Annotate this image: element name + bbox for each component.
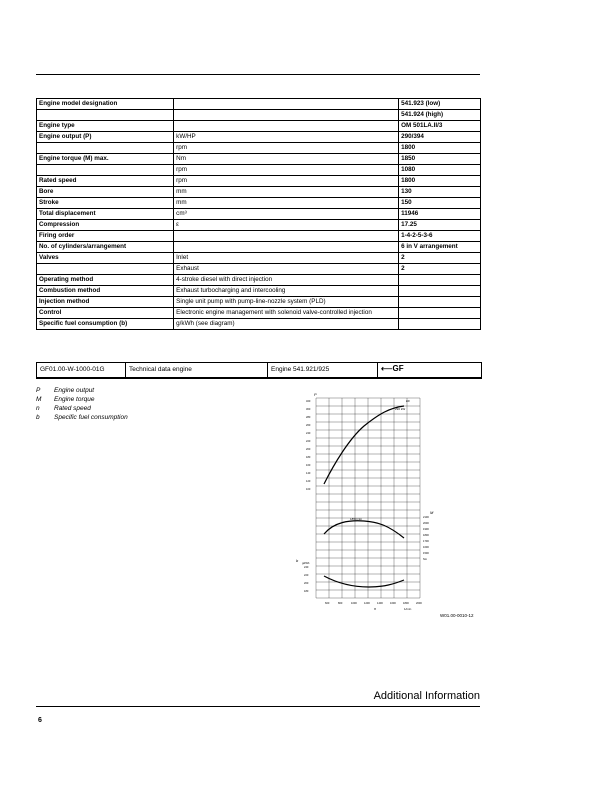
spec-value: 2 (399, 264, 481, 275)
spec-label: No. of cylinders/arrangement (37, 242, 174, 253)
x-tick-label: 1000 (351, 602, 357, 605)
spec-value (399, 319, 481, 330)
spec-value: 1850 (399, 154, 481, 165)
spec-label: Combustion method (37, 286, 174, 297)
spec-row (37, 121, 481, 132)
x-tick-label: 1800 (403, 602, 409, 605)
spec-value: 1800 (399, 143, 481, 154)
p-tick-label: 160 (306, 464, 311, 467)
p-tick-label: 280 (306, 416, 311, 419)
legend-item: b Specific fuel consumption (36, 414, 128, 421)
spec-label (37, 143, 174, 154)
spec-unit (174, 121, 399, 132)
x-tick-label: 600 (325, 602, 330, 605)
spec-row (37, 220, 481, 231)
spec-unit: ε (174, 220, 399, 231)
spec-unit: mm (174, 187, 399, 198)
spec-label: Firing order (37, 231, 174, 242)
spec-value (399, 308, 481, 319)
spec-value: 1800 (399, 176, 481, 187)
spec-row (37, 176, 481, 187)
spec-label: Valves (37, 253, 174, 264)
spec-unit: kW/HP (174, 132, 399, 143)
spec-value: 1-4-2-5-3-6 (399, 231, 481, 242)
spec-value: 541.923 (low) (399, 99, 481, 110)
engine-spec-table (36, 98, 481, 330)
spec-unit (174, 231, 399, 242)
spec-unit: Exhaust turbocharging and intercooling (174, 286, 399, 297)
x-tick-label: 2000 (416, 602, 422, 605)
m-axis-label: M (430, 510, 434, 515)
spec-unit (174, 99, 399, 110)
x-tick-label: 1200 (364, 602, 370, 605)
x-tick-label: 1400 (377, 602, 383, 605)
p-tick-label: 320 (306, 400, 311, 403)
spec-unit (174, 110, 399, 121)
spec-label: Engine torque (M) max. (37, 154, 174, 165)
spec-unit: rpm (174, 165, 399, 176)
spec-unit (174, 242, 399, 253)
torque-curve (324, 521, 404, 538)
spec-value: OM 501LA.II/3 (399, 121, 481, 132)
spec-value (399, 286, 481, 297)
p-tick-label: 120 (306, 480, 311, 483)
spec-value: 290/394 (399, 132, 481, 143)
spec-value: 150 (399, 198, 481, 209)
legend-item: n Rated speed (36, 405, 91, 412)
m-tick-label: 1700 (423, 540, 429, 543)
p-tick-label: 100 (306, 488, 311, 491)
spec-row (37, 264, 481, 275)
spec-value: 11946 (399, 209, 481, 220)
spec-value: 1080 (399, 165, 481, 176)
legend-item: P Engine output (36, 387, 95, 394)
spec-label: Engine output (P) (37, 132, 174, 143)
gf-logo: ⟵GF (381, 364, 404, 373)
spec-value: 6 in V arrangement (399, 242, 481, 253)
spec-label: Operating method (37, 275, 174, 286)
spec-row (37, 319, 481, 330)
spec-label (37, 165, 174, 176)
spec-value (399, 297, 481, 308)
spec-row (37, 231, 481, 242)
spec-unit: Exhaust (174, 264, 399, 275)
spec-unit: Electronic engine management with solenoid valve-controlled injection (174, 308, 399, 319)
x-tick-label: 800 (338, 602, 343, 605)
unit-label: g/kWh (302, 562, 310, 565)
engine-performance-diagram (294, 384, 440, 616)
p-tick-label: 220 (306, 440, 311, 443)
p-tick-label: 300 (306, 408, 311, 411)
spec-unit: 4-stroke diesel with direct injection (174, 275, 399, 286)
m-tick-label: 1800 (423, 534, 429, 537)
x-tick-label: 1600 (390, 602, 396, 605)
spec-unit: mm (174, 198, 399, 209)
b-axis-label: b (296, 558, 299, 563)
m-tick-label: 1500 (423, 552, 429, 555)
m-tick-label: 2000 (423, 522, 429, 525)
spec-unit: cm³ (174, 209, 399, 220)
diagram-grid (316, 398, 420, 598)
unit-label: kW (406, 400, 410, 403)
diagram-legend (36, 386, 128, 422)
section-title: Additional Information (373, 690, 480, 702)
spec-unit: rpm (174, 143, 399, 154)
engine-label: Engine 541.921/925 (268, 363, 378, 377)
spec-label: Bore (37, 187, 174, 198)
torque-annotation: 1850 Nm (350, 517, 363, 521)
document-footer-bar (36, 362, 482, 379)
top-rule (36, 74, 480, 75)
spec-value: 2 (399, 253, 481, 264)
n-axis-label: n (374, 607, 376, 611)
spec-unit: rpm (174, 176, 399, 187)
x-unit-label: 1/min (404, 607, 412, 611)
spec-row (37, 187, 481, 198)
spec-label: Control (37, 308, 174, 319)
spec-row (37, 99, 481, 110)
spec-row (37, 110, 481, 121)
power-annotation: 290 kW (395, 407, 406, 411)
p-tick-label: 260 (306, 424, 311, 427)
spec-value: 541.924 (high) (399, 110, 481, 121)
p-tick-label: 240 (306, 432, 311, 435)
doc-title: Technical data engine (126, 363, 268, 377)
spec-value: 130 (399, 187, 481, 198)
spec-row (37, 132, 481, 143)
figure-id: W01.00-0010-12 (440, 613, 474, 618)
spec-label: Total displacement (37, 209, 174, 220)
spec-row (37, 198, 481, 209)
m-tick-label: 1600 (423, 546, 429, 549)
spec-label: Engine type (37, 121, 174, 132)
spec-row (37, 297, 481, 308)
spec-label (37, 110, 174, 121)
arrow-icon: ⟵ (381, 364, 393, 373)
power-curve (324, 406, 404, 484)
m-tick-label: 1900 (423, 528, 429, 531)
m-tick-label: 2100 (423, 516, 429, 519)
spec-unit: Nm (174, 154, 399, 165)
spec-label: Injection method (37, 297, 174, 308)
doc-code: GF01.00-W-1000-01G (37, 363, 126, 377)
spec-label: Engine model designation (37, 99, 174, 110)
spec-value (399, 275, 481, 286)
spec-row (37, 308, 481, 319)
spec-label: Specific fuel consumption (b) (37, 319, 174, 330)
p-axis-label: P (314, 392, 317, 397)
p-tick-label: 180 (306, 456, 311, 459)
p-tick-label: 140 (306, 472, 311, 475)
spec-label: Rated speed (37, 176, 174, 187)
fuel-consumption-curve (324, 576, 404, 587)
spec-row (37, 154, 481, 165)
b-tick-label: 200 (304, 582, 309, 585)
spec-unit: Single unit pump with pump-line-nozzle system (PLD) (174, 297, 399, 308)
b-tick-label: 220 (304, 574, 309, 577)
page-number: 6 (38, 717, 42, 724)
spec-unit: g/kWh (see diagram) (174, 319, 399, 330)
b-tick-label: 180 (304, 590, 309, 593)
spec-row (37, 143, 481, 154)
spec-unit: Inlet (174, 253, 399, 264)
spec-label: Stroke (37, 198, 174, 209)
spec-row (37, 253, 481, 264)
spec-row (37, 286, 481, 297)
spec-row (37, 165, 481, 176)
spec-value: 17.25 (399, 220, 481, 231)
spec-label: Compression (37, 220, 174, 231)
spec-row (37, 209, 481, 220)
bottom-rule (36, 706, 480, 707)
spec-label (37, 264, 174, 275)
spec-row (37, 242, 481, 253)
spec-row (37, 275, 481, 286)
b-tick-label: 240 (304, 566, 309, 569)
p-tick-label: 200 (306, 448, 311, 451)
legend-item: M Engine torque (36, 396, 95, 403)
unit-label: Nm (423, 558, 428, 561)
